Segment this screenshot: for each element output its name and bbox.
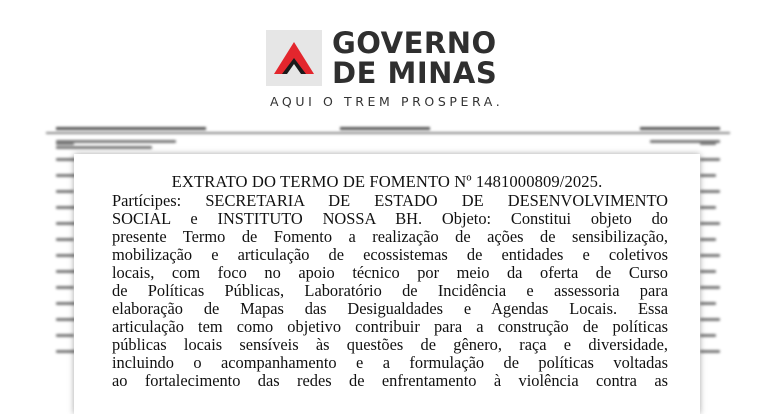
blurred-text-line — [700, 206, 716, 209]
blurred-text-line — [700, 286, 720, 289]
blurred-text-line — [56, 286, 74, 289]
blurred-text-line — [700, 158, 720, 161]
blurred-text-line — [700, 222, 720, 225]
governo-de-minas-logo — [266, 26, 506, 110]
blurred-text-line — [56, 350, 76, 353]
document-clipping — [74, 154, 700, 414]
document-line-2: SOCIAL e INSTITUTO NOSSA BH. Objeto: Constitui objeto do — [112, 209, 668, 228]
document-line-11: ao fortalecimento das redes de enfrentamento à violência contra as — [112, 371, 668, 390]
blurred-text-line — [700, 350, 720, 353]
blurred-text-line — [56, 206, 76, 209]
document-line-9: públicas locais sensíveis às questões de gênero, raça e diversidade, — [112, 335, 668, 354]
blurred-text-line — [700, 238, 716, 241]
blurred-text-line — [700, 318, 720, 321]
blurred-text-line — [56, 146, 152, 149]
logo-line-1: GOVERNO — [332, 26, 497, 60]
blurred-text-line — [700, 302, 716, 305]
blurred-text-line — [56, 334, 74, 337]
blurred-text-line — [700, 334, 716, 337]
blurred-text-line — [56, 190, 74, 193]
document-line-7: elaboração de Mapas das Desigualdades e Agendas Locais. Essa — [112, 299, 668, 318]
blurred-text-line — [56, 140, 176, 143]
blurred-text-line — [56, 302, 76, 305]
blurred-text-line — [700, 254, 720, 257]
document-line-1: Partícipes: SECRETARIA DE ESTADO DE DESENVOLVIMENTO — [112, 191, 668, 210]
blurred-text-line — [56, 158, 76, 161]
blurred-text-line — [700, 174, 716, 177]
mountain-icon — [266, 30, 322, 86]
newspaper-header-center — [340, 127, 430, 130]
document-line-5: locais, com foco no apoio técnico por meio da oferta de Curso — [112, 263, 668, 282]
blurred-text-line — [700, 190, 720, 193]
blurred-text-line — [56, 254, 76, 257]
document-line-6: de Políticas Públicas, Laboratório de Incidência e assessoria para — [112, 281, 668, 300]
document-title: EXTRATO DO TERMO DE FOMENTO Nº 1481000809/2025. — [171, 172, 603, 191]
blurred-text-line — [56, 238, 74, 241]
newspaper-header-left — [56, 127, 206, 130]
logo-slogan: AQUI O TREM PROSPERA. — [270, 94, 504, 109]
newspaper-header-rule — [46, 132, 730, 134]
document-line-10: incluindo o acompanhamento e a formulação de políticas voltadas — [112, 353, 668, 372]
blurred-text-line — [700, 142, 716, 145]
logo-line-2: DE MINAS — [332, 56, 498, 90]
document-line-8: articulação tem como objetivo contribuir para a construção de políticas — [112, 317, 668, 336]
blurred-text-line — [700, 270, 716, 273]
document-line-4: mobilização e articulação de ecossistemas de entidades e coletivos — [112, 245, 668, 264]
document-line-3: presente Termo de Fomento a realização de ações de sensibilização, — [112, 227, 668, 246]
newspaper-header-right — [640, 127, 720, 130]
